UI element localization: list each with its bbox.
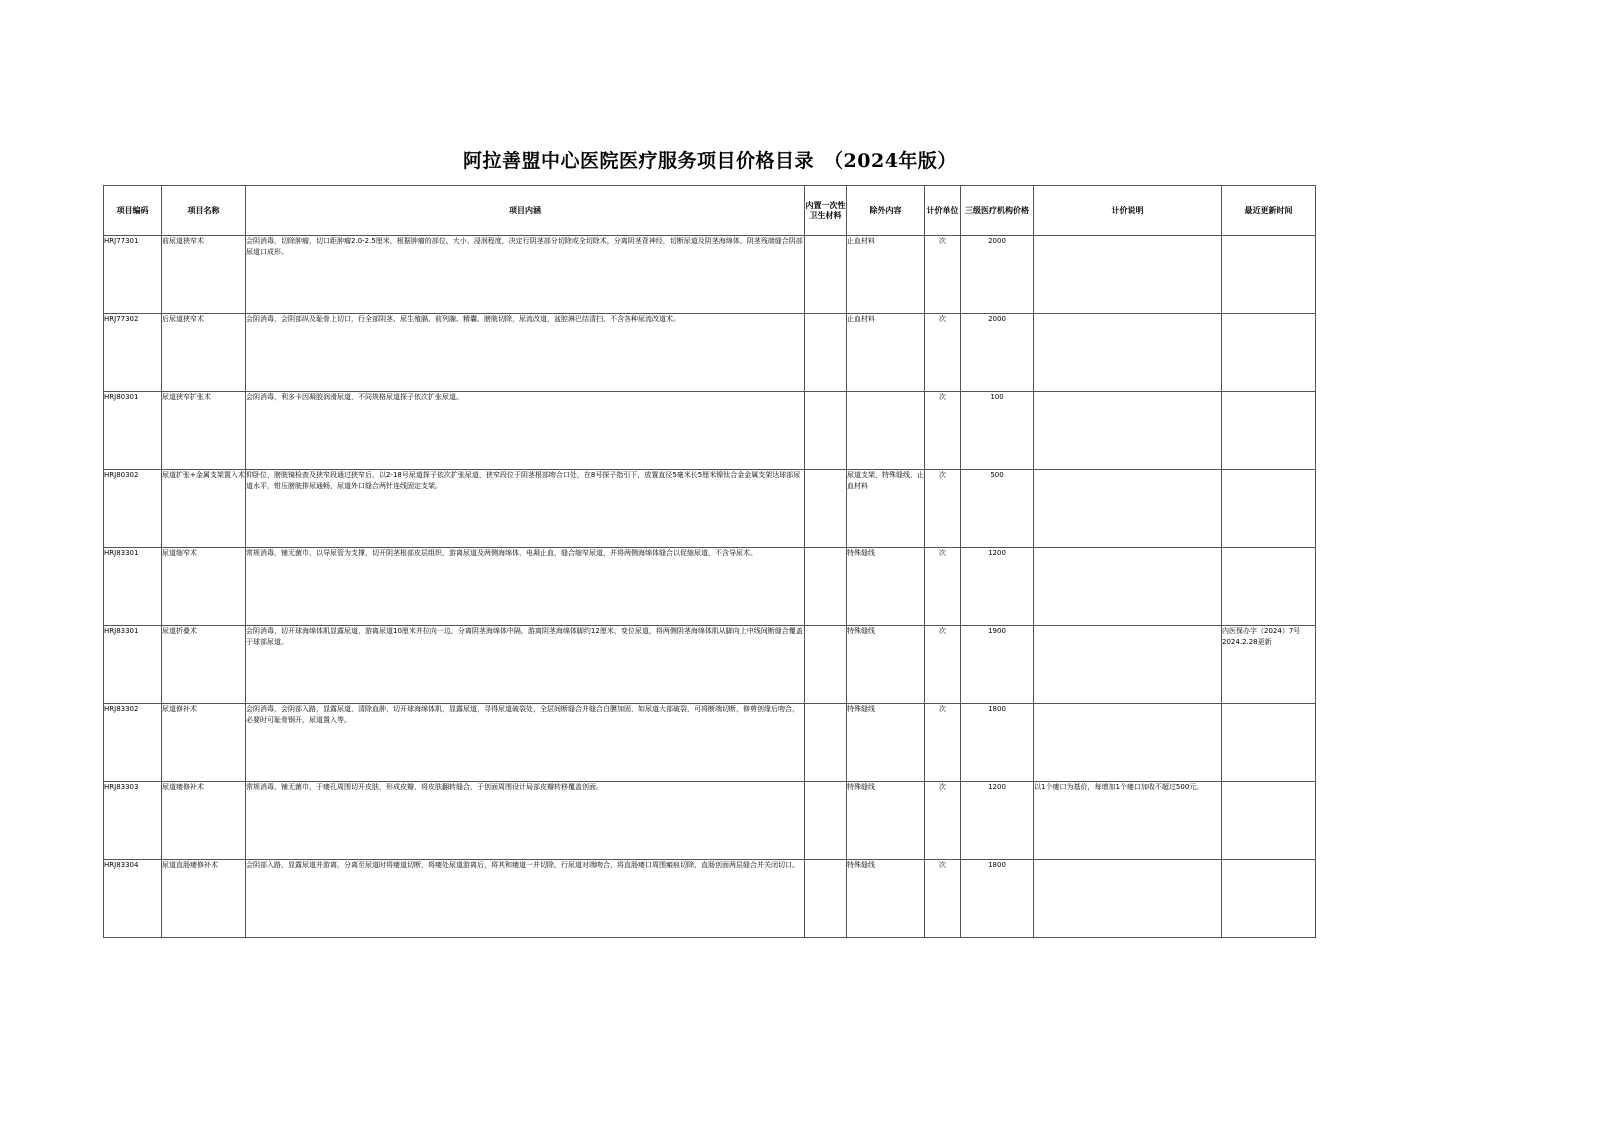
cell-code: HRJ83301 — [104, 548, 162, 626]
cell-updated — [1222, 392, 1316, 470]
cell-content: 会阴消毒，会阴部入路，显露尿道，清除血肿，切开球海绵体肌，显露尿道，寻得尿道破裂处，全层间断缝合并缝合白膜加固，如尿道大部破裂，可将断端切断，修剪创缘后吻合，必要时可耻骨钢开，尿道置入等。 — [246, 704, 805, 782]
cell-note — [1034, 548, 1222, 626]
table-row — [104, 314, 1316, 392]
cell-consumable — [805, 860, 847, 938]
cell-excluded: 特殊缝线 — [847, 704, 925, 782]
cell-price: 1200 — [961, 782, 1034, 860]
cell-excluded: 特殊缝线 — [847, 548, 925, 626]
table-row — [104, 860, 1316, 938]
cell-unit: 次 — [925, 314, 961, 392]
table-row — [104, 548, 1316, 626]
cell-consumable — [805, 704, 847, 782]
cell-content: 常规消毒，铺无菌巾，以导尿管为支撑，切开阴茎根部皮层组织，游离尿道及两侧海绵体，电凝止血，缝合缩窄尿道，并将两侧海绵体缝合以促缩尿道，不含导尿术。 — [246, 548, 805, 626]
price-table — [103, 185, 1316, 938]
cell-name: 后尿道狭窄术 — [162, 314, 246, 392]
header-consumable: 内置一次性卫生材料 — [805, 186, 847, 236]
cell-note — [1034, 314, 1222, 392]
cell-unit: 次 — [925, 626, 961, 704]
cell-updated — [1222, 314, 1316, 392]
header-note: 计价说明 — [1034, 186, 1222, 236]
header-price: 三级医疗机构价格 — [961, 186, 1034, 236]
cell-consumable — [805, 782, 847, 860]
cell-code: HRJ83301 — [104, 626, 162, 704]
cell-content: 会阴消毒，会阴部纵及耻骨上切口，行全部阴茎、尿生殖膈、前列腺、精囊、膀胱切除，尿流改道，盆腔淋巴结清扫，不含各种尿流改道术。 — [246, 314, 805, 392]
cell-price: 2000 — [961, 314, 1034, 392]
cell-content: 常规消毒，铺无菌巾，于瘘孔周围切开皮肤，形成皮瓣，将皮肤翻转缝合，于创面周围设计局部皮瓣转移覆盖创面。 — [246, 782, 805, 860]
cell-updated — [1222, 860, 1316, 938]
cell-excluded — [847, 392, 925, 470]
cell-code: HRJ80302 — [104, 470, 162, 548]
table-row — [104, 704, 1316, 782]
cell-name: 尿道折叠术 — [162, 626, 246, 704]
cell-unit: 次 — [925, 392, 961, 470]
cell-unit: 次 — [925, 548, 961, 626]
cell-name: 尿道直肠瘘修补术 — [162, 860, 246, 938]
cell-name: 尿道修补术 — [162, 704, 246, 782]
cell-note: 以1个瘘口为基价，每增加1个瘘口加收不超过500元。 — [1034, 782, 1222, 860]
cell-name: 前尿道狭窄术 — [162, 236, 246, 314]
cell-consumable — [805, 470, 847, 548]
cell-code: HRJ83303 — [104, 782, 162, 860]
cell-consumable — [805, 236, 847, 314]
header-code: 项目编码 — [104, 186, 162, 236]
table-row — [104, 392, 1316, 470]
cell-consumable — [805, 626, 847, 704]
cell-price: 1800 — [961, 860, 1034, 938]
cell-excluded: 止血材料 — [847, 236, 925, 314]
cell-content: 会阴消毒，切除肿瘤，切口距肿瘤2.0-2.5厘米，根据肿瘤的部位、大小、浸润程度，决定行阴茎部分切除或全切除术，分离阴茎背神经，切断尿道及阴茎海绵体，阴茎残端缝合阴部尿道口成形。 — [246, 236, 805, 314]
table-row — [104, 626, 1316, 704]
cell-code: HRJ80301 — [104, 392, 162, 470]
cell-excluded: 止血材料 — [847, 314, 925, 392]
cell-code: HRJ83304 — [104, 860, 162, 938]
cell-content: 会阴部入路，显露尿道并游离，分离至尿道时将瘘道切断，将瘘处尿道游离后，将其和瘘道一并切除，行尿道对端吻合，将直肠瘘口周围瘢痕切除，直肠创面两层缝合并关闭切口。 — [246, 860, 805, 938]
cell-code: HRJ83302 — [104, 704, 162, 782]
cell-updated — [1222, 236, 1316, 314]
cell-consumable — [805, 314, 847, 392]
cell-unit: 次 — [925, 860, 961, 938]
cell-price: 1800 — [961, 704, 1034, 782]
cell-name: 尿道瘘修补术 — [162, 782, 246, 860]
cell-consumable — [805, 548, 847, 626]
cell-price: 100 — [961, 392, 1034, 470]
cell-unit: 次 — [925, 470, 961, 548]
cell-excluded: 尿道支架，特殊缝线，止血材料 — [847, 470, 925, 548]
cell-note — [1034, 470, 1222, 548]
header-updated: 最近更新时间 — [1222, 186, 1316, 236]
cell-name: 尿道狭窄扩张术 — [162, 392, 246, 470]
table-row — [104, 782, 1316, 860]
cell-note — [1034, 236, 1222, 314]
cell-code: HRJ77302 — [104, 314, 162, 392]
cell-excluded: 特殊缝线 — [847, 860, 925, 938]
cell-unit: 次 — [925, 236, 961, 314]
cell-updated — [1222, 782, 1316, 860]
table-row — [104, 470, 1316, 548]
cell-excluded: 特殊缝线 — [847, 782, 925, 860]
cell-updated: 内医保办字（2024）7号 2024.2.28更新 — [1222, 626, 1316, 704]
cell-note — [1034, 860, 1222, 938]
cell-unit: 次 — [925, 782, 961, 860]
cell-price: 2000 — [961, 236, 1034, 314]
cell-content: 仰卧位，膀胱镜检查及狭窄段通过狭窄后，以2-18号尿道探子依次扩张尿道，狭窄段位于阴茎根部吻合口处，在8号探子指引下，放置直径5毫米长5厘米镍钛合金金属支架达球部尿道水平，钳压膀胱排尿通畅，尿道外口缝合两针连线固定支架。 — [246, 470, 805, 548]
table-row — [104, 236, 1316, 314]
cell-price: 1200 — [961, 548, 1034, 626]
cell-unit: 次 — [925, 704, 961, 782]
cell-consumable — [805, 392, 847, 470]
cell-note — [1034, 392, 1222, 470]
cell-updated — [1222, 470, 1316, 548]
header-content: 项目内涵 — [246, 186, 805, 236]
cell-name: 尿道缩窄术 — [162, 548, 246, 626]
cell-name: 尿道扩张+金属支架置入术 — [162, 470, 246, 548]
header-unit: 计价单位 — [925, 186, 961, 236]
header-name: 项目名称 — [162, 186, 246, 236]
header-excluded: 除外内容 — [847, 186, 925, 236]
cell-updated — [1222, 548, 1316, 626]
cell-price: 500 — [961, 470, 1034, 548]
table-header-row — [104, 186, 1316, 236]
cell-content: 会阴消毒，利多卡因凝胶润滑尿道，不同规格尿道探子依次扩张尿道。 — [246, 392, 805, 470]
cell-content: 会阴消毒，切开球海绵体肌显露尿道，游离尿道10厘米并拉向一边，分离阴茎海绵体中隔，游离阴茎海绵体脚约12厘米，变位尿道，将两侧阴茎海绵体肌从脚向上中线间断缝合覆盖于球部尿道。 — [246, 626, 805, 704]
cell-updated — [1222, 704, 1316, 782]
document-title: 阿拉善盟中心医院医疗服务项目价格目录 （2024年版） — [463, 150, 957, 172]
cell-note — [1034, 626, 1222, 704]
cell-price: 1900 — [961, 626, 1034, 704]
cell-excluded: 特殊缝线 — [847, 626, 925, 704]
cell-code: HRJ77301 — [104, 236, 162, 314]
cell-note — [1034, 704, 1222, 782]
